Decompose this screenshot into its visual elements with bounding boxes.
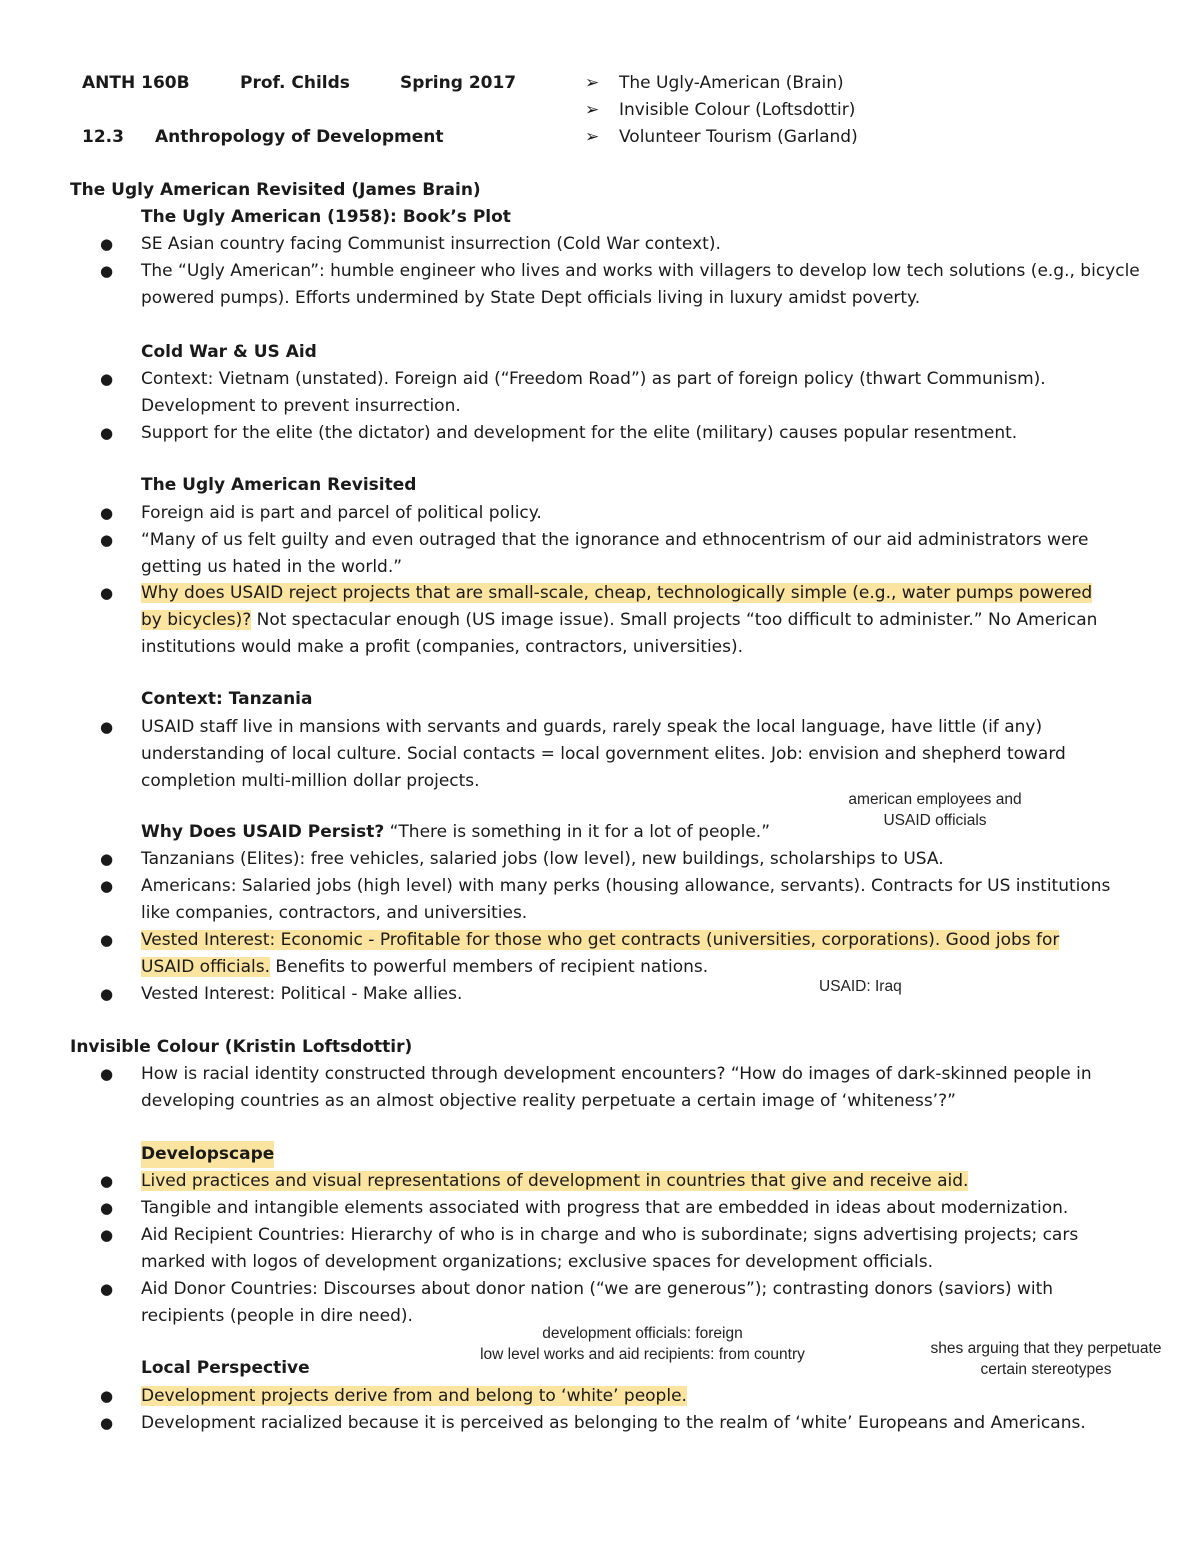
- course-code: ANTH 160B: [82, 73, 190, 93]
- arrowhead-bullet-icon: ➢: [585, 127, 600, 147]
- list-item: ● Foreign aid is part and parcel of political policy.: [100, 500, 1140, 527]
- bullet-icon: ●: [100, 1387, 114, 1405]
- list-item: ● Vested Interest: Political - Make allies.: [100, 981, 1140, 1008]
- section-title: The Ugly American Revisited (James Brain): [70, 180, 481, 200]
- reading-item: ➢ The Ugly-American (Brain): [585, 70, 844, 97]
- list-item: ● How is racial identity constructed through development encounters? “How do images of dark-skinned people in developing countries as an almost objective reality perpetuate a certain image of ‘whiteness’?”: [100, 1061, 1140, 1115]
- list-item: [100, 1383, 1140, 1410]
- subheading: Developscape: [141, 1141, 274, 1168]
- list-item: ● Tangible and intangible elements associated with progress that are embedded in ideas about modernization.: [100, 1195, 1140, 1222]
- bullet-icon: ●: [100, 262, 114, 280]
- list-item: ● “Many of us felt guilty and even outraged that the ignorance and ethnocentrism of our aid administrators were getting us hated in the world.”: [100, 527, 1140, 581]
- bullet-icon: ●: [100, 531, 114, 549]
- annotation-note: development officials: foreign low level works and aid recipients: from country: [480, 1325, 805, 1363]
- list-item: ● Aid Recipient Countries: Hierarchy of who is in charge and who is subordinate; signs advertising projects; cars marked with logos of development organizations; exclusive spaces for development officials.: [100, 1222, 1140, 1276]
- list-item: ● Aid Donor Countries: Discourses about donor nation (“we are generous”); contrasting donors (saviors) with recipients (people in dire need).: [100, 1276, 1140, 1330]
- bullet-icon: ●: [100, 1065, 114, 1083]
- list-item: ● Context: Vietnam (unstated). Foreign aid (“Freedom Road”) as part of foreign policy (thwart Communism). Development to prevent insurrection.: [100, 366, 1140, 420]
- bullet-icon: ●: [100, 1172, 114, 1190]
- annotation-note: shes arguing that they perpetuate certain stereotypes: [930, 1340, 1162, 1378]
- highlighted-text: Vested Interest: Economic - Profitable for those who get contracts (universities, corporations). Good jobs for: [141, 930, 1060, 950]
- list-item: ● SE Asian country facing Communist insurrection (Cold War context).: [100, 231, 1140, 258]
- bullet-icon: ●: [100, 504, 114, 522]
- highlighted-text: Lived practices and visual representations of development in countries that give and receive aid.: [141, 1171, 969, 1191]
- subheading: The Ugly American (1958): Book’s Plot: [141, 207, 511, 227]
- bullet-icon: ●: [100, 718, 114, 736]
- bullet-icon: ●: [100, 1199, 114, 1217]
- subheading: Cold War & US Aid: [141, 342, 317, 362]
- bullet-icon: ●: [100, 877, 114, 895]
- lecture-number: 12.3: [82, 127, 124, 147]
- arrowhead-bullet-icon: ➢: [585, 100, 600, 120]
- list-item: ● Why does USAID reject projects that are small-scale, cheap, technologically simple (e.g., water pumps powered by bicycles)? Not spectacular enough (US image issue). Small projects “too difficult to administer.” No American institutions would make a profit (companies, contractors, universities).: [100, 580, 1140, 661]
- bullet-icon: ●: [100, 1280, 114, 1298]
- subheading: Why Does USAID Persist? “There is something in it for a lot of people.”: [141, 822, 771, 842]
- list-item: ● Vested Interest: Economic - Profitable for those who get contracts (universities, corporations). Good jobs for USAID officials. Benefits to powerful members of recipient nations.: [100, 927, 1140, 981]
- bullet-icon: ●: [100, 424, 114, 442]
- reading-item: ➢ Volunteer Tourism (Garland): [585, 124, 858, 151]
- bullet-icon: ●: [100, 235, 114, 253]
- list-item: [100, 1168, 1140, 1195]
- list-item: ● Americans: Salaried jobs (high level) with many perks (housing allowance, servants). Contracts for US institutions like companies, contractors, and universities.: [100, 873, 1140, 927]
- highlighted-text: USAID officials.: [141, 957, 270, 977]
- arrowhead-bullet-icon: ➢: [585, 73, 600, 93]
- bullet-icon: ●: [100, 370, 114, 388]
- list-item: ● Support for the elite (the dictator) and development for the elite (military) causes popular resentment.: [100, 420, 1140, 447]
- list-item: ● Development racialized because it is perceived as belonging to the realm of ‘white’ Europeans and Americans.: [100, 1410, 1140, 1437]
- bullet-icon: ●: [100, 584, 114, 602]
- bullet-icon: ●: [100, 850, 114, 868]
- annotation-note: USAID: Iraq: [819, 978, 902, 995]
- lecture-topic: Anthropology of Development: [155, 127, 444, 147]
- section-title: Invisible Colour (Kristin Loftsdottir): [70, 1037, 413, 1057]
- bullet-icon: ●: [100, 1226, 114, 1244]
- list-item: ● Tanzanians (Elites): free vehicles, salaried jobs (low level), new buildings, scholarships to USA.: [100, 846, 1140, 873]
- subheading: Local Perspective: [141, 1358, 310, 1378]
- reading-item: ➢ Invisible Colour (Loftsdottir): [585, 97, 855, 124]
- term: Spring 2017: [400, 73, 517, 93]
- professor: Prof. Childs: [240, 73, 350, 93]
- highlighted-text: Why does USAID reject projects that are small-scale, cheap, technologically simple (e.g., water pumps powered: [141, 583, 1093, 603]
- highlighted-text: by bicycles)?: [141, 610, 252, 630]
- subheading: The Ugly American Revisited: [141, 475, 417, 495]
- bullet-icon: ●: [100, 985, 114, 1003]
- bullet-icon: ●: [100, 1414, 114, 1432]
- list-item: ● The “Ugly American”: humble engineer who lives and works with villagers to develop low tech solutions (e.g., bicycle powered pumps). Efforts undermined by State Dept officials living in luxury amidst poverty.: [100, 258, 1140, 312]
- highlighted-text: Development projects derive from and belong to ‘white’ people.: [141, 1386, 687, 1406]
- annotation-note: american employees and USAID officials: [848, 791, 1022, 829]
- bullet-icon: ●: [100, 931, 114, 949]
- list-item: ● USAID staff live in mansions with servants and guards, rarely speak the local language, have little (if any) understanding of local culture. Social contacts = local government elites. Job: envision and shepherd toward completion multi-million dollar projects.: [100, 714, 1140, 795]
- subheading: Context: Tanzania: [141, 689, 313, 709]
